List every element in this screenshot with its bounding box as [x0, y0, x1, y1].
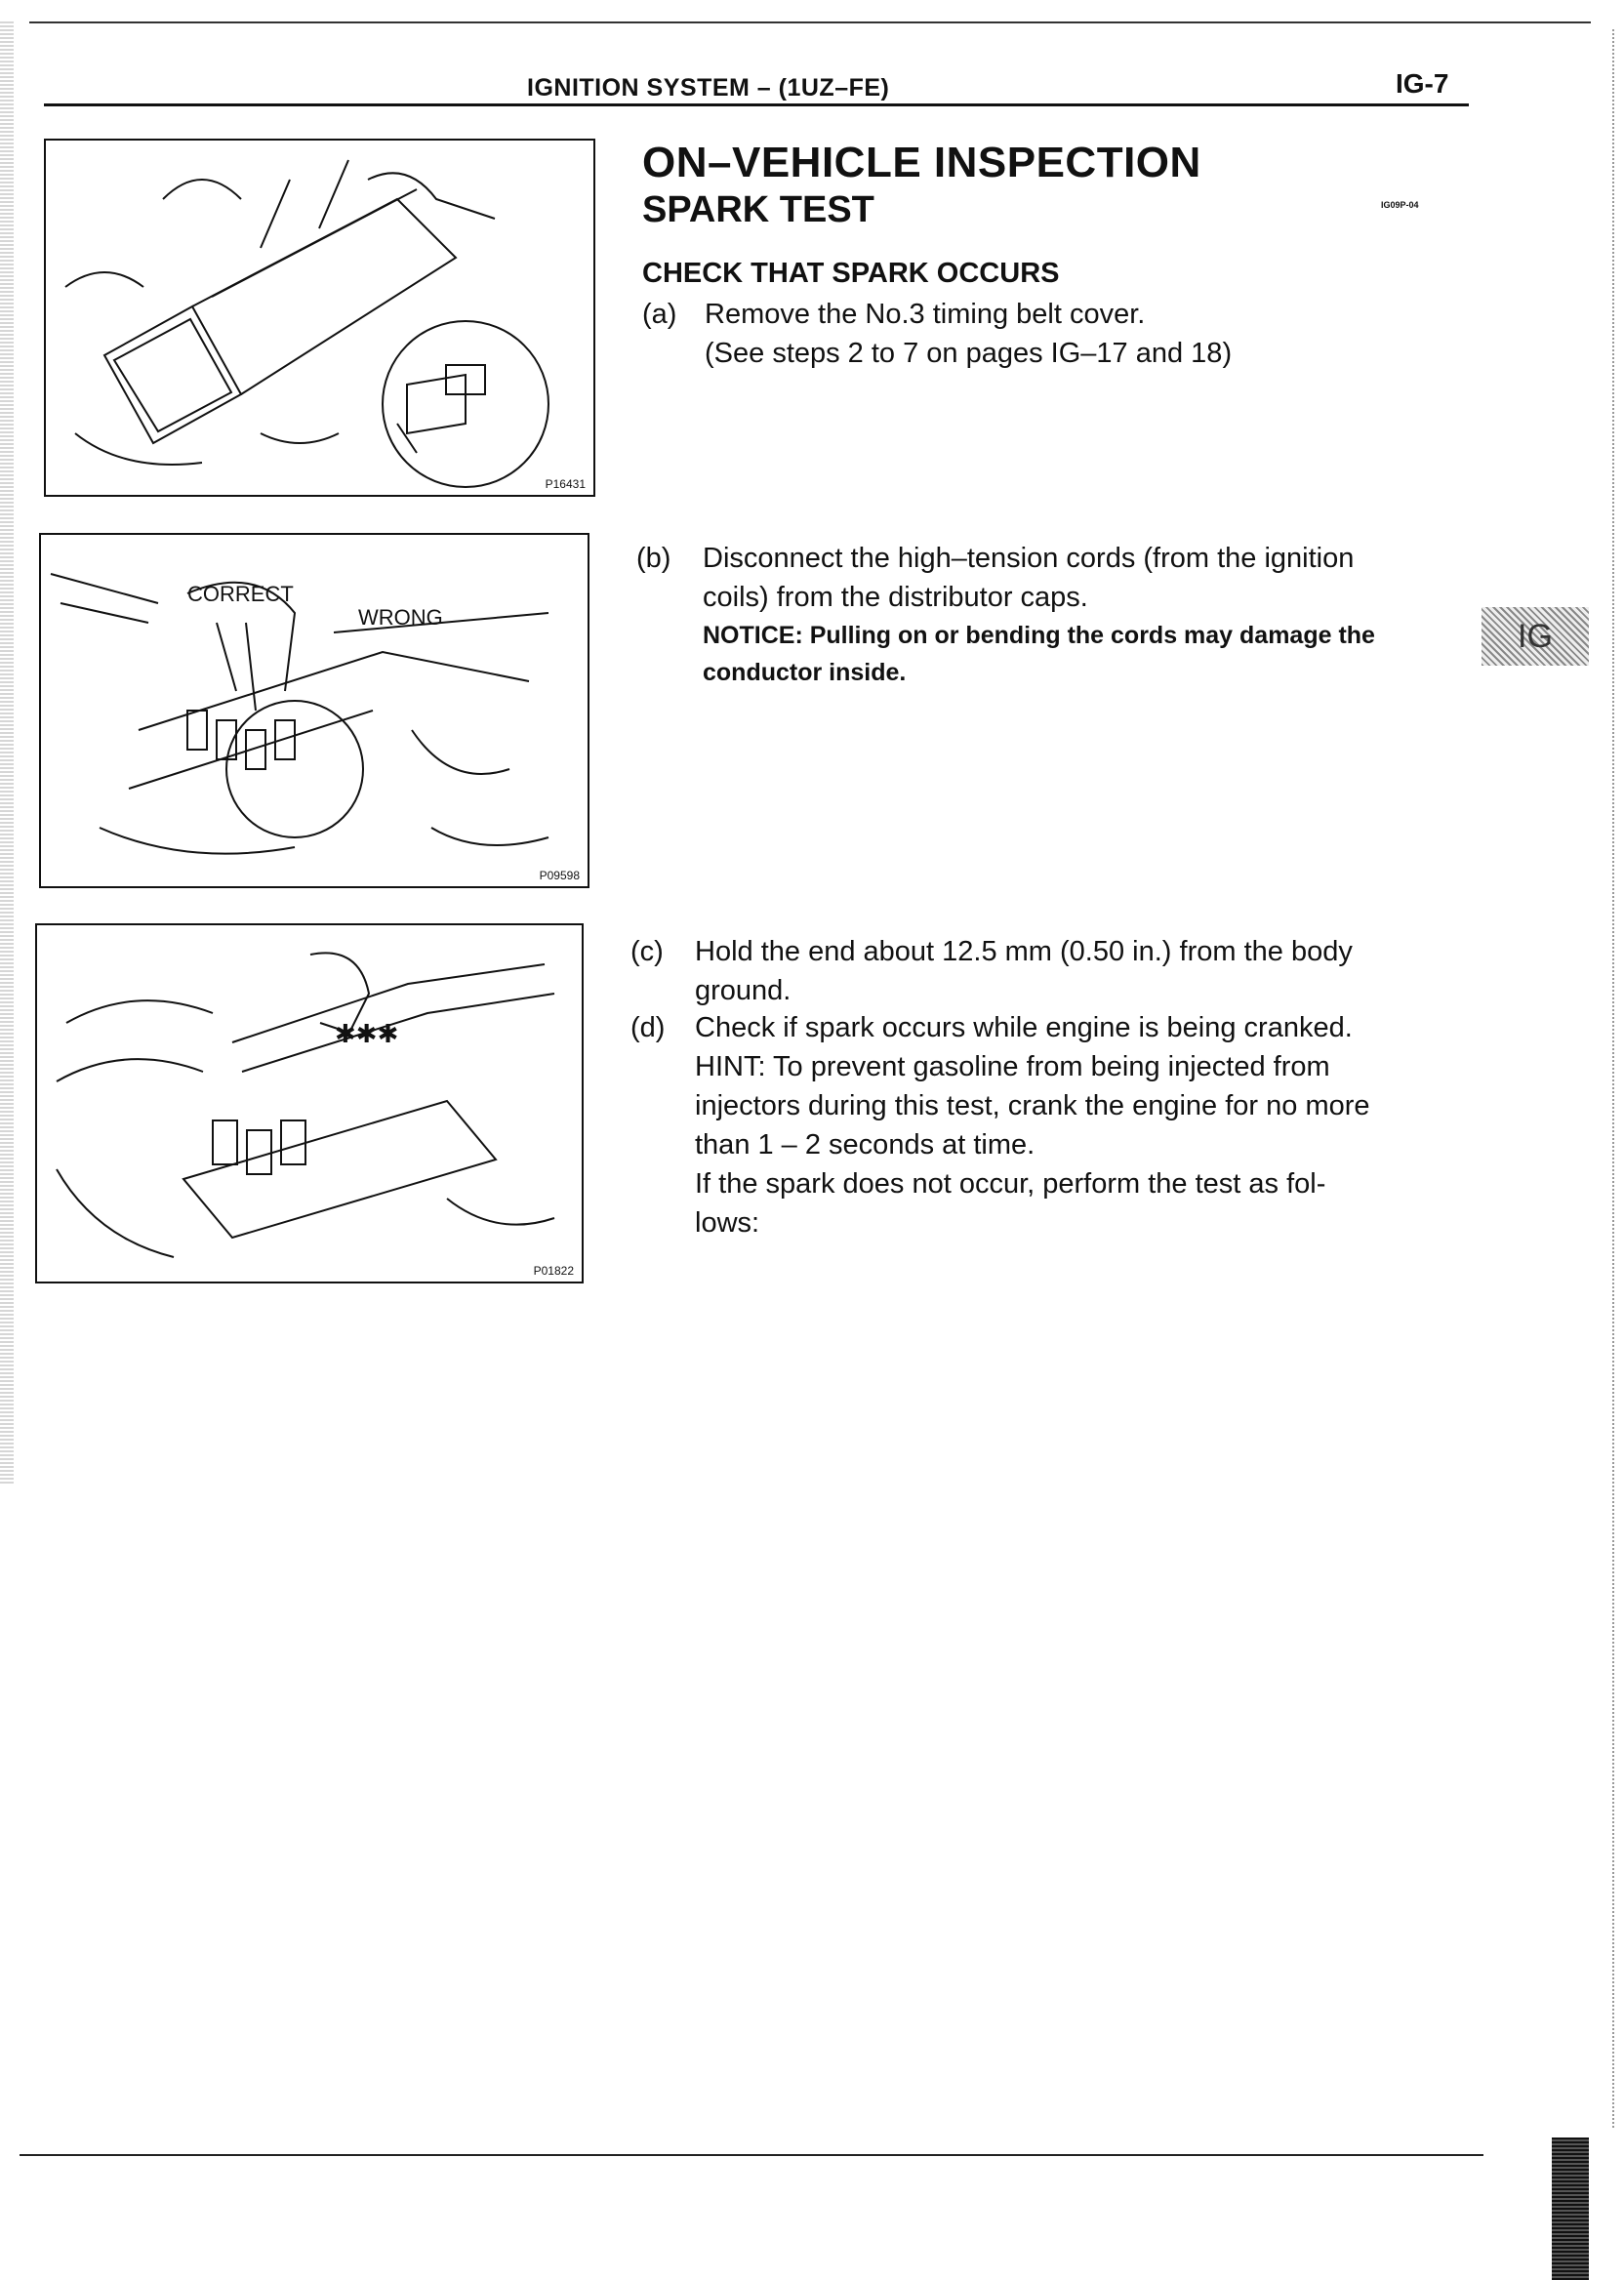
- figure-spark-check: [35, 923, 584, 1283]
- step-b-label: (b): [636, 543, 671, 574]
- label-correct: CORRECT: [187, 582, 294, 606]
- step-d-line: Check if spark occurs while engine is being cranked.: [695, 1012, 1353, 1043]
- step-c-line: ground.: [695, 975, 792, 1006]
- figure-id: P01822: [533, 1264, 574, 1278]
- figure-id: P09598: [539, 869, 580, 882]
- step-d-label: (d): [630, 1012, 666, 1043]
- header-rule: [44, 103, 1469, 106]
- subtitle: SPARK TEST: [642, 189, 874, 230]
- page-number: IG-7: [1396, 68, 1449, 99]
- engine-illustration: [46, 141, 593, 495]
- notice-line: NOTICE: Pulling on or bending the cords may damage the: [703, 622, 1375, 649]
- step-a: [705, 295, 1232, 373]
- cords-illustration: [41, 535, 588, 886]
- right-edge: [1612, 29, 1614, 2128]
- svg-text:✱✱✱: ✱✱✱: [335, 1019, 399, 1048]
- top-rule: [29, 21, 1591, 23]
- spark-illustration: [37, 925, 582, 1282]
- step-b-line: coils) from the distributor caps.: [703, 582, 1088, 613]
- section-header: IGNITION SYSTEM – (1UZ–FE): [527, 74, 890, 102]
- step-b-line: Disconnect the high–tension cords (from the ignition: [703, 543, 1355, 574]
- page-title: ON–VEHICLE INSPECTION: [642, 139, 1201, 186]
- notice-line: conductor inside.: [703, 659, 907, 686]
- step-c: [695, 932, 1353, 1010]
- step-d-line: than 1 – 2 seconds at time.: [695, 1129, 1035, 1160]
- page-edge-marker: [1552, 2138, 1589, 2280]
- footer-rule: [20, 2154, 1483, 2156]
- figure-timing-belt-cover: [44, 139, 595, 497]
- step-a-label: (a): [642, 299, 677, 330]
- figure-high-tension-cords: [39, 533, 589, 888]
- step-c-label: (c): [630, 936, 664, 967]
- step-b: [703, 539, 1375, 691]
- step-a-line: (See steps 2 to 7 on pages IG–17 and 18): [705, 338, 1233, 369]
- step-d-line: injectors during this test, crank the engine for no more: [695, 1090, 1370, 1121]
- section-heading: CHECK THAT SPARK OCCURS: [642, 258, 1060, 289]
- scan-edge: [0, 20, 14, 1484]
- step-d: [695, 1008, 1370, 1242]
- figure-id: P16431: [545, 477, 586, 491]
- document-code: IG09P-04: [1381, 200, 1419, 210]
- step-a-line: Remove the No.3 timing belt cover.: [705, 299, 1146, 330]
- step-c-line: Hold the end about 12.5 mm (0.50 in.) from the body: [695, 936, 1353, 967]
- section-tab-ig: IG: [1482, 607, 1589, 666]
- step-d-line: If the spark does not occur, perform the test as fol-: [695, 1168, 1326, 1200]
- label-wrong: WRONG: [358, 605, 443, 630]
- step-d-line: lows:: [695, 1207, 760, 1239]
- step-d-line: HINT: To prevent gasoline from being injected from: [695, 1051, 1330, 1082]
